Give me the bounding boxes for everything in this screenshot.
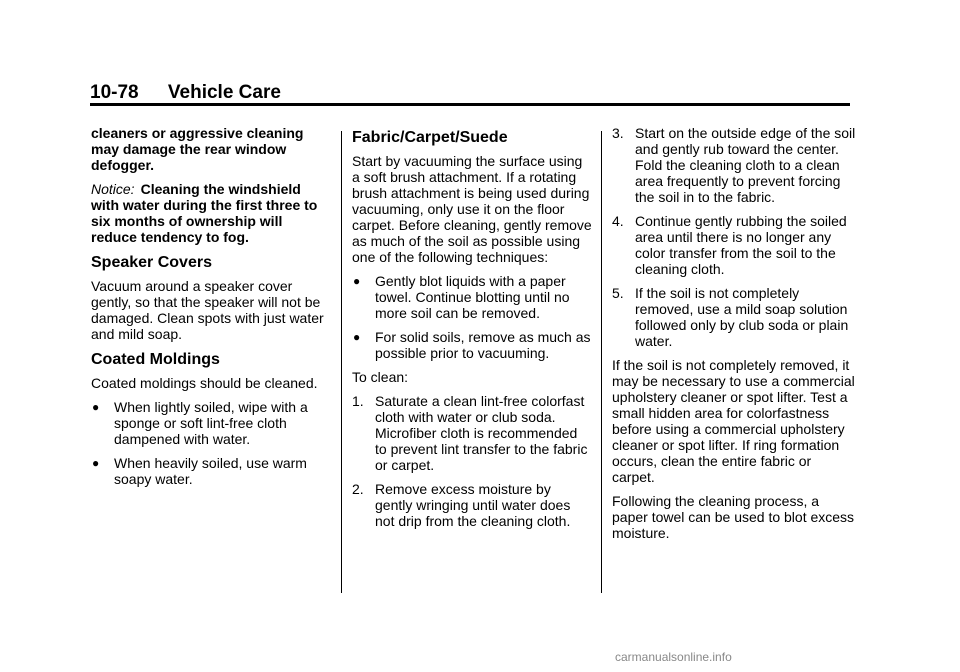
coated-moldings-text: Coated moldings should be cleaned. [91,375,318,391]
bullet-text: For solid soils, remove as much as possible prior to vacuuming. [375,329,591,361]
list-item [352,329,592,361]
upholstery-cleaner-text: If the soil is not completely removed, it may be necessary to use a commercial upholstery cleaner or spot lifter. Test a small hidden area for colorfastness before using a commercial upholstery cleaner or spot lifter. If ring formation occurs, clean the entire fabric or carpet. [612,357,855,485]
bullet-icon: ● [353,274,361,288]
step-item [612,125,857,205]
step-text: Start on the outside edge of the soil and gently rub toward the center. Fold the cleaning cloth to a clean area frequently to prevent forcing the soil in to the fabric. [635,125,856,205]
step-number: 1. [352,393,364,409]
step-text: If the soil is not completely removed, use a mild soap solution followed only by club soda or plain water. [635,285,849,349]
header-rule [90,103,850,106]
bullet-icon: ● [92,456,100,470]
watermark: carmanualsonline.info [615,650,732,664]
list-item [91,399,331,447]
step-item [352,393,592,473]
bullet-icon: ● [92,400,100,414]
column-3 [612,125,857,549]
step-item [612,285,857,349]
notice-paragraph [91,181,331,245]
page-header [90,82,850,104]
notice-text: Cleaning the windshield with water during the first three to six months of ownership will reduce tendency to fog. [91,181,318,245]
step-number: 5. [612,285,624,301]
step-number: 2. [352,481,364,497]
step-item [352,481,592,529]
section-title: Vehicle Care [167,82,281,103]
page-number: 10-78 [90,82,139,103]
intro-warning-text: cleaners or aggressive cleaning may damage the rear window defogger. [91,125,304,173]
coated-moldings-heading: Coated Moldings [91,351,220,368]
step-item [612,213,857,277]
step-number: 4. [612,213,624,229]
notice-label: Notice: [91,181,135,197]
step-text: Continue gently rubbing the soiled area until there is no longer any color transfer from the soil to the cleaning cloth. [635,213,847,277]
fabric-heading: Fabric/Carpet/Suede [352,129,508,146]
bullet-text: When heavily soiled, use warm soapy water. [114,455,307,487]
speaker-covers-text: Vacuum around a speaker cover gently, so that the speaker will not be damaged. Clean spots with just water and mild soap. [91,278,324,342]
speaker-covers-heading: Speaker Covers [91,254,212,271]
column-divider-right [601,131,602,593]
following-process-text: Following the cleaning process, a paper towel can be used to blot excess moisture. [612,493,855,541]
to-clean-label: To clean: [352,369,409,385]
step-text: Saturate a clean lint-free colorfast cloth with water or club soda. Microfiber cloth is recommended to prevent lint transfer to the fabric or carpet. [375,393,588,473]
list-item [352,273,592,321]
list-item [91,455,331,487]
bullet-text: Gently blot liquids with a paper towel. Continue blotting until no more soil can be removed. [375,273,570,321]
column-divider-left [341,131,342,593]
bullet-text: When lightly soiled, wipe with a sponge or soft lint-free cloth dampened with water. [114,399,308,447]
column-1 [91,125,331,495]
column-2 [352,128,592,537]
step-number: 3. [612,125,624,141]
fabric-intro-text: Start by vacuuming the surface using a soft brush attachment. If a rotating brush attachment is being used during vacuuming, only use it on the floor carpet. Before cleaning, gently remove as much of the soil as possible using one of the following techniques: [352,153,592,265]
bullet-icon: ● [353,330,361,344]
step-text: Remove excess moisture by gently wringing until water does not drip from the cleaning cloth. [375,481,571,529]
